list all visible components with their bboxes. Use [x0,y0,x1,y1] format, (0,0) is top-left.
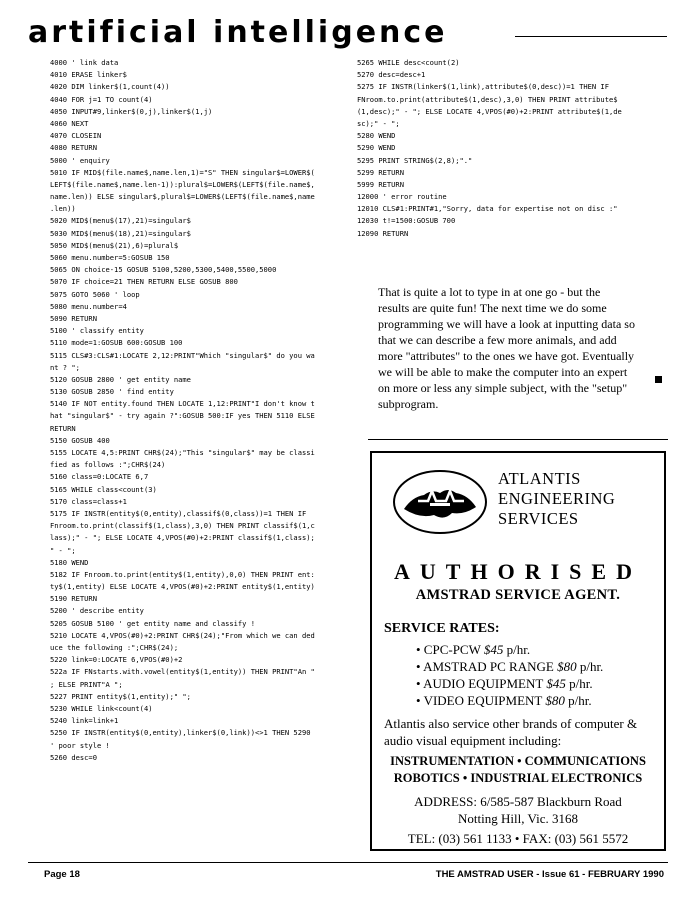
code-line: 5175 IF INSTR(entity$(0,entity),classif$(0,class))=1 THEN IF [50,508,307,518]
ad-rates-title: SERVICE RATES: [384,621,500,636]
code-line: 5999 RETURN [357,179,404,189]
code-line: (1,desc);" - "; ELSE LOCATE 4,VPOS(#0)+2:PRINT attribute$(1,de [357,106,622,116]
article-body-text [378,284,668,412]
ad-company-line: ATLANTIS [498,469,581,488]
rate-item: • AUDIO EQUIPMENT $45 p/hr. [416,676,593,691]
code-line: LEFT$(file.name$,name.len-1)):plural$=LOWER$(LEFT$(file.name$, [50,179,315,189]
code-line: 5299 RETURN [357,167,404,177]
rate-item: • AMSTRAD PC RANGE $80 p/hr. [416,659,604,674]
issue-info: THE AMSTRAD USER - Issue 61 - FEBRUARY 1990 [435,869,664,880]
ad-phone-fax: TEL: (03) 561 1133 • FAX: (03) 561 5572 [407,831,629,846]
code-line: 5110 mode=1:GOSUB 600:GOSUB 100 [50,338,183,348]
section-title: artificial intelligence [28,15,448,50]
body-text-line: on more or less any simple subject, with the "setup" [378,381,628,395]
code-line: 5170 class=class+1 [50,496,127,506]
code-line: 5205 GOSUB 5100 ' get entity name and classify ! [50,618,255,628]
code-line: 5155 LOCATE 4,5:PRINT CHR$(24);"This "singular$" may be classi [50,448,315,457]
code-line: 5295 PRINT STRING$(2,8);"." [357,155,473,165]
code-line: Fnroom.to.print(classif$(1,class),3,0) THEN PRINT classif$(1,c [50,521,315,531]
code-line: 5230 WHILE link<count(4) [50,703,153,713]
code-line: 5070 IF choice=21 THEN RETURN ELSE GOSUB 800 [50,277,238,287]
code-line: .len)) [50,204,76,214]
code-line: 5150 GOSUB 400 [50,435,110,445]
code-line: 12000 ' error routine [357,192,447,202]
body-text-line: more "attributes" to the ones we have got. Eventually [378,349,635,363]
code-line: uce the following :";CHR$(24); [50,643,179,652]
code-line: 4080 RETURN [50,143,97,153]
code-line: 5265 WHILE desc<count(2) [357,58,460,67]
code-line: 5140 IF NOT entity.found THEN LOCATE 1,12:PRINT"I don't know t [50,399,315,409]
code-line: 5280 WEND [357,131,396,141]
code-line: 5100 ' classify entity [50,326,144,336]
code-line: 5090 RETURN [50,313,97,323]
code-line: name.len)) ELSE singular$,plural$=LOWER$(LEFT$(file.name$,name [50,192,315,202]
code-line: 5190 RETURN [50,594,97,604]
code-line: 4050 INPUT#9,linker$(0,j),linker$(1,j) [50,106,213,116]
code-line: 4060 NEXT [50,118,89,128]
code-line: ty$(1,entity) ELSE LOCATE 4,VPOS(#0)+2:PRINT entity$(1,entity) [50,582,315,592]
ad-services-list: INSTRUMENTATION • COMMUNICATIONS ROBOTICS • INDUSTRIAL ELECTRONICS [390,754,646,785]
body-text-line: That is quite a lot to type in at one go - but the [378,285,601,299]
end-of-article-mark [655,376,662,383]
ad-authorised-heading: AUTHORISED [394,559,642,584]
rate-item: • VIDEO EQUIPMENT $80 p/hr. [416,693,592,708]
code-line: 5165 WHILE class<count(3) [50,484,157,494]
code-line: 12030 t!=1500:GOSUB 700 [357,216,456,226]
page-number: Page 18 [44,869,80,880]
code-line: 4010 ERASE linker$ [50,70,127,80]
code-line: fied as follows :";CHR$(24) [50,460,166,470]
code-listing-left [50,57,350,764]
body-text-line: programming we will have a look at inputting data so [378,317,635,331]
ad-rates-list [416,641,603,709]
code-line: FNroom.to.print(attribute$(1,desc),3,0) THEN PRINT attribute$ [357,94,618,104]
code-line: nt ? "; [50,362,80,372]
code-line: 5260 desc=0 [50,752,97,762]
code-line: 5227 PRINT entity$(1,entity);" "; [50,691,191,701]
body-text-line: subprogram. [378,397,439,411]
atlantis-logo-icon [390,467,490,537]
code-line: ' poor style ! [50,740,110,750]
code-line: 5020 MID$(menu$(17),21)=singular$ [50,216,191,226]
code-line: 5290 WEND [357,143,396,153]
code-line: 4070 CLOSEIN [50,131,102,141]
ad-company-line: ENGINEERING [498,489,616,508]
body-text-line: results are quite fun! The next time we do some [378,301,607,315]
code-line: 5000 ' enquiry [50,155,110,165]
code-line: 5030 MID$(menu$(18),21)=singular$ [50,228,191,238]
ad-company-line: SERVICES [498,509,579,528]
code-line: 12090 RETURN [357,228,409,238]
ad-address: ADDRESS: 6/585-587 Blackburn Road Notting Hill, Vic. 3168 [414,794,622,826]
code-line: 5120 GOSUB 2800 ' get entity name [50,374,191,384]
advertisement-box [370,451,666,851]
code-line: 522a IF FNstarts.with.vowel(entity$(1,entity)) THEN PRINT"An " [50,667,315,677]
code-line: 5200 ' describe entity [50,606,144,616]
code-line: 5065 ON choice-15 GOSUB 5100,5200,5300,5400,5500,5000 [50,265,277,275]
code-line: 4000 ' link data [50,58,119,67]
code-line: 5050 MID$(menu$(21),6)=plural$ [50,240,179,250]
rate-item: • CPC-PCW $45 p/hr. [416,642,531,657]
code-line: 5075 GOTO 5060 ' loop [50,289,140,299]
ad-agent-subheading: AMSTRAD SERVICE AGENT. [415,587,621,603]
code-line: 5180 WEND [50,557,89,567]
code-line: 5250 IF INSTR(entity$(0,entity),linker$(0,link))<>1 THEN 5290 [50,728,311,738]
code-line: ; ELSE PRINT"A "; [50,679,123,689]
code-line: 5182 IF Fnroom.to.print(entity$(1,entity),0,0) THEN PRINT ent: [50,569,315,579]
footer-rule [28,862,668,863]
code-line: 4020 DIM linker$(1,count(4)) [50,82,170,92]
code-line: 5080 menu.number=4 [50,301,127,311]
code-line: " - "; [50,545,76,555]
code-line: 5160 class=0:LOCATE 6,7 [50,472,149,482]
code-line: 5060 menu.number=5:GOSUB 150 [50,253,170,262]
code-line: RETURN [50,423,76,433]
ad-divider [368,439,668,440]
code-line: 12010 CLS#1:PRINT#1,"Sorry, data for expertise not on disc :" [357,204,618,214]
code-line: 5210 LOCATE 4,VPOS(#0)+2:PRINT CHR$(24);"From which we can ded [50,630,315,640]
ad-also-text: Atlantis also service other brands of computer & audio visual equipment including: [384,716,638,748]
body-text-line: that we can describe a few more animals, and add [378,333,617,347]
code-line: 5115 CLS#3:CLS#1:LOCATE 2,12:PRINT"Which "singular$" do you wa [50,350,315,360]
body-text-line: we will be able to make the computer into an expert [378,365,628,379]
code-line: 5275 IF INSTR(linker$(1,link),attribute$(0,desc))=1 THEN IF [357,82,609,92]
code-line: 5130 GOSUB 2850 ' find entity [50,387,174,397]
code-listing-right [357,57,669,240]
code-line: 4040 FOR j=1 TO count(4) [50,94,153,104]
code-line: hat "singular$" - try again ?":GOSUB 500:IF yes THEN 5110 ELSE [50,411,315,421]
ad-company-name [498,469,615,529]
code-line: lass);" - "; ELSE LOCATE 4,VPOS(#0)+2:PRINT classif$(1,class); [50,533,315,543]
code-line: 5010 IF MID$(file.name$,name.len,1)="S" THEN singular$=LOWER$( [50,167,315,177]
code-line: 5240 link=link+1 [50,716,119,726]
code-line: 5270 desc=desc+1 [357,70,426,80]
code-line: 5220 link=0:LOCATE 6,VPOS(#0)+2 [50,655,183,665]
code-line: sc);" - "; [357,118,400,128]
title-rule [515,36,667,37]
